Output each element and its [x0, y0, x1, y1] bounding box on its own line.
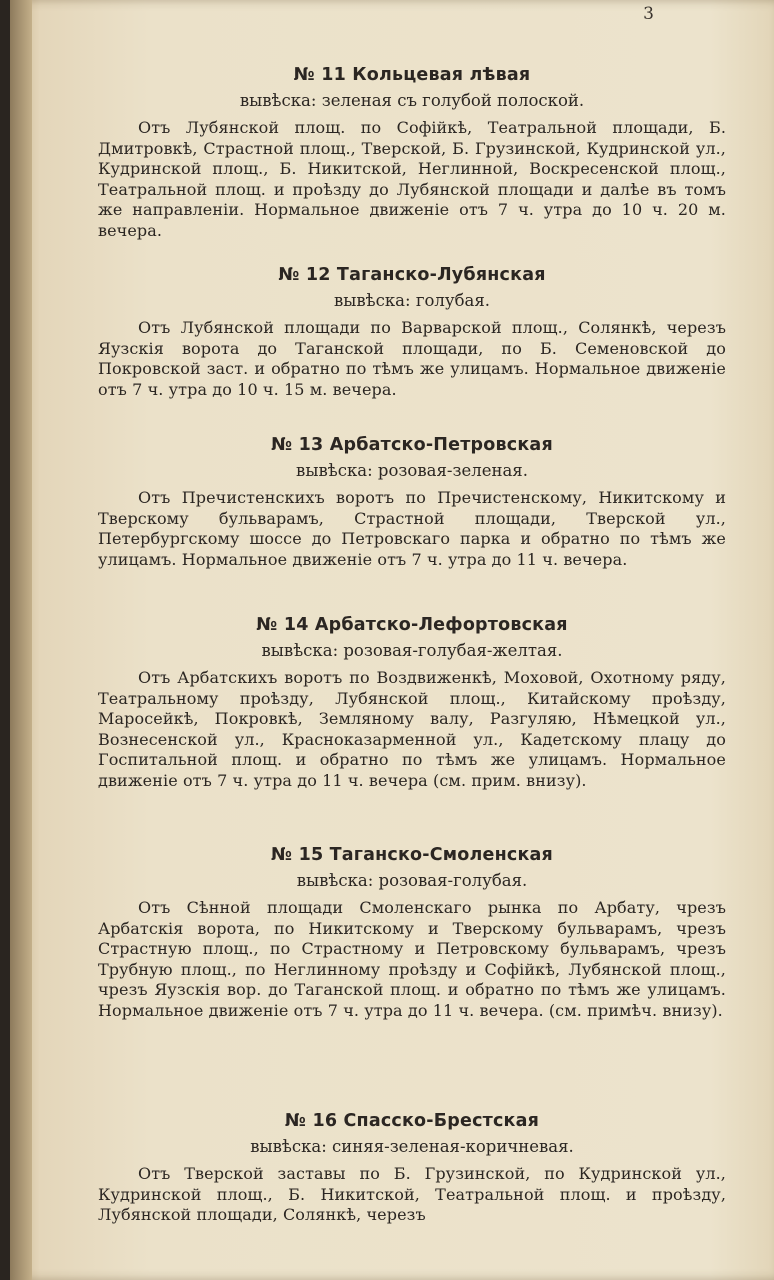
- route-sign: вывѣска: розовая-голубая.: [296, 871, 528, 890]
- route-heading: № 13 Арбатско-Петровская: [271, 435, 553, 455]
- route-heading: № 14 Арбатско-Лефортовская: [256, 615, 568, 635]
- route-entry-12: [98, 262, 726, 400]
- route-entry-11: [98, 62, 726, 241]
- route-sign: вывѣска: розовая-голубая-желтая.: [261, 641, 563, 660]
- route-heading: № 16 Спасско-Брестская: [284, 1111, 540, 1131]
- route-description: Отъ Сѣнной площади Смоленскаго рынка по Арбату, чрезъ Арбатскія ворота, по Никитскому и Тверскому бульварамъ, чрезъ Страстную площ., по Страстному и Петровскому бульварамъ, чрезъ Трубную площ., по Неглинному проѣзду и Софійкѣ, Лубянской площ., чрезъ Яузскія вор. до Таганской площ. и обратно по тѣмъ же улицамъ. Нормальное движеніе отъ 7 ч. утра до 11 ч. вечера. (см. примѣч. внизу).: [98, 898, 726, 1020]
- book-page: [10, 0, 774, 1280]
- route-entry-15: [98, 842, 726, 1021]
- route-sign: вывѣска: розовая-зеленая.: [296, 461, 528, 480]
- route-description: Отъ Тверской заставы по Б. Грузинской, по Кудринской ул., Кудринской площ., Б. Никитской, Театральной площ. и проѣзду, Лубянской площади, Солянкѣ, черезъ: [98, 1164, 726, 1224]
- route-sign: вывѣска: голубая.: [333, 291, 491, 310]
- route-sign: вывѣска: зеленая съ голубой полоской.: [239, 91, 585, 110]
- route-heading: № 12 Таганско-Лубянская: [278, 265, 546, 285]
- route-entry-13: [98, 432, 726, 570]
- page-spine-shadow: [10, 0, 32, 1280]
- route-sign: вывѣска: синяя-зеленая-коричневая.: [250, 1137, 574, 1156]
- route-description: Отъ Лубянской площади по Варварской площ., Солянкѣ, черезъ Яузскія ворота до Таганской площади, по Б. Семеновской до Покровской заст. и обратно по тѣмъ же улицамъ. Нормальное движеніе отъ 7 ч. утра до 10 ч. 15 м. вечера.: [98, 318, 726, 399]
- route-description: Отъ Лубянской площ. по Софійкѣ, Театральной площади, Б. Дмитровкѣ, Страстной площ., Тверской, Б. Грузинской, Кудринской ул., Кудринской площ., Б. Никитской, Неглинной, Воскресенской площ., Театральной площ. и проѣзду до Лубянской площади и далѣе въ томъ же направленіи. Нормальное движеніе отъ 7 ч. утра до 10 ч. 20 м. вечера.: [98, 118, 726, 240]
- route-heading: № 11 Кольцевая лѣвая: [293, 65, 531, 85]
- route-entry-14: [98, 612, 726, 791]
- route-description: Отъ Арбатскихъ воротъ по Воздвиженкѣ, Моховой, Охотному ряду, Театральному проѣзду, Лубянской площ., Китайскому проѣзду, Маросейкѣ, Покровкѣ, Земляному валу, Разгуляю, Нѣмецкой ул., Вознесенской ул., Красноказарменной ул., Кадетскому плацу до Госпитальной площ. и обратно по тѣмъ же улицамъ. Нормальное движеніе отъ 7 ч. утра до 11 ч. вечера (см. прим. внизу).: [98, 668, 726, 790]
- page-number: 3: [643, 4, 654, 24]
- route-entry-16: [98, 1108, 726, 1226]
- route-heading: № 15 Таганско-Смоленская: [271, 845, 553, 865]
- route-description: Отъ Пречистенскихъ воротъ по Пречистенскому, Никитскому и Тверскому бульварамъ, Страстной площади, Тверской ул., Петербургскому шоссе до Петровскаго парка и обратно по тѣмъ же улицамъ. Нормальное движеніе отъ 7 ч. утра до 11 ч. вечера.: [98, 488, 726, 569]
